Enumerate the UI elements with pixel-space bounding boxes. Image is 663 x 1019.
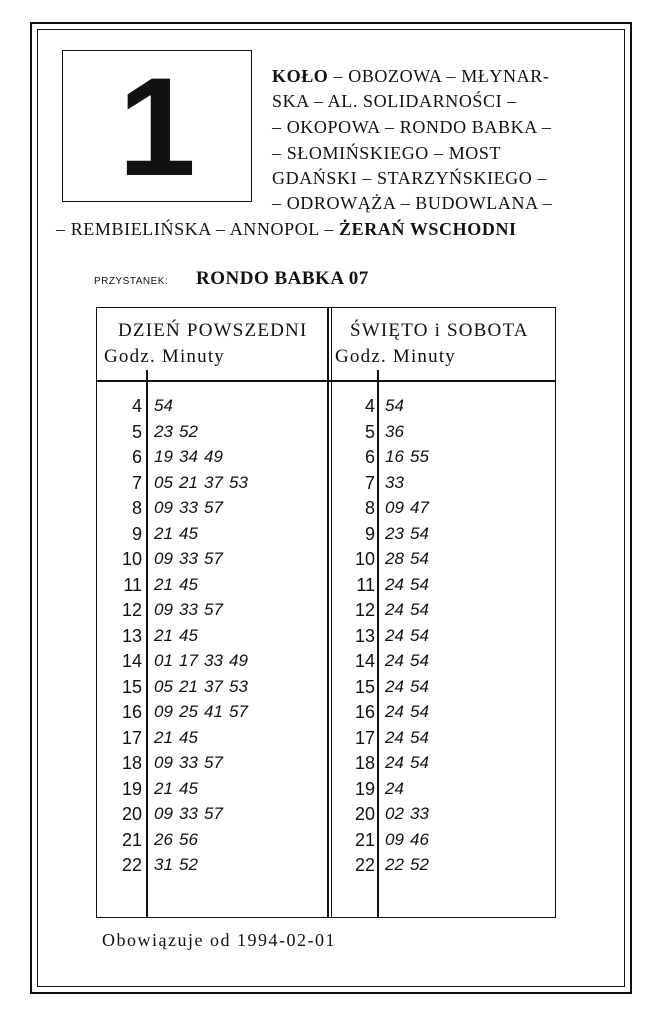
minute-value: 55 (410, 447, 429, 466)
minute-value: 57 (229, 702, 248, 721)
minute-value: 09 (385, 498, 404, 517)
route-line-3: – OKOPOWA – RONDO BABKA – (272, 117, 552, 137)
line-number: 1 (118, 48, 196, 205)
minute-value: 24 (385, 574, 404, 594)
holiday-subtitle: Godz. Minuty (335, 346, 457, 367)
minute-value: 53 (229, 676, 248, 696)
minutes-cell (154, 855, 204, 875)
hour-cell: 20 (121, 804, 142, 824)
line-number-box (62, 48, 252, 205)
minute-value: 17 (179, 651, 198, 670)
minute-value: 54 (410, 676, 429, 696)
minute-value: 57 (204, 498, 223, 517)
minute-value: 24 (385, 753, 404, 772)
schedule-row (327, 753, 555, 779)
schedule-row (327, 855, 555, 881)
route-line-7: – REMBIELIŃSKA – ANNOPOL – ŻERAŃ WSCHODNI (56, 219, 517, 239)
minute-value: 09 (154, 702, 173, 721)
minutes-cell (154, 549, 229, 569)
weekday-title: DZIEŃ POWSZEDNI (118, 320, 308, 341)
minute-value: 52 (179, 421, 198, 441)
minute-value: 57 (204, 600, 223, 619)
schedule-row (327, 473, 555, 499)
minute-value: 41 (204, 702, 223, 721)
minute-value: 54 (410, 574, 429, 594)
minutes-cell (385, 626, 435, 646)
schedule-row (327, 575, 555, 601)
schedule-row (96, 422, 326, 448)
minute-value: 24 (385, 625, 404, 645)
hour-cell: 9 (131, 523, 142, 544)
minute-value: 45 (179, 778, 198, 798)
hour-cell: 15 (121, 676, 142, 697)
schedule-row (327, 626, 555, 652)
schedule-row (327, 524, 555, 550)
hour-cell: 7 (364, 472, 375, 493)
hour-cell: 22 (354, 855, 375, 875)
hour-cell: 21 (354, 829, 375, 850)
minute-value: 49 (204, 447, 223, 466)
minutes-cell (385, 473, 410, 493)
valid-from: Obowiązuje od 1994-02-01 (102, 930, 336, 950)
minute-value: 33 (179, 498, 198, 517)
minute-value: 24 (385, 727, 404, 747)
minute-value: 46 (410, 829, 429, 849)
minute-value: 24 (385, 676, 404, 696)
minutes-cell (154, 677, 254, 697)
minutes-cell (385, 549, 435, 569)
hour-cell: 13 (354, 625, 375, 646)
minute-value: 23 (385, 523, 404, 543)
schedule-row (327, 779, 555, 805)
minute-value: 05 (154, 472, 173, 492)
minute-value: 54 (410, 523, 429, 543)
minute-value: 54 (385, 396, 404, 415)
minute-value: 45 (179, 625, 198, 645)
minute-value: 28 (385, 549, 404, 568)
minute-value: 33 (385, 472, 404, 492)
minute-value: 54 (410, 549, 429, 568)
hour-cell: 11 (356, 574, 375, 595)
hour-cell: 14 (121, 651, 142, 671)
hour-cell: 16 (354, 702, 375, 722)
minute-value: 24 (385, 600, 404, 619)
holiday-schedule (327, 396, 555, 881)
minute-value: 57 (204, 804, 223, 823)
hour-cell: 10 (121, 549, 142, 569)
hour-cell: 5 (131, 421, 142, 442)
minute-value: 09 (154, 600, 173, 619)
schedule-row (96, 753, 326, 779)
minute-value: 09 (154, 804, 173, 823)
schedule-row (96, 600, 326, 626)
minutes-cell (385, 677, 435, 697)
schedule-row (327, 830, 555, 856)
hour-cell: 21 (121, 829, 142, 850)
minutes-cell (385, 651, 435, 671)
minute-value: 21 (179, 676, 198, 696)
schedule-row (96, 779, 326, 805)
minute-value: 01 (154, 651, 173, 670)
minutes-cell (154, 396, 179, 416)
minute-value: 54 (410, 702, 429, 721)
minutes-cell (385, 753, 435, 773)
minute-value: 33 (179, 600, 198, 619)
minute-value: 33 (179, 753, 198, 772)
minute-value: 34 (179, 447, 198, 466)
minutes-cell (154, 473, 254, 493)
hour-cell: 19 (354, 778, 375, 799)
minute-value: 25 (179, 702, 198, 721)
minute-value: 45 (179, 727, 198, 747)
minutes-cell (154, 422, 204, 442)
hour-cell: 12 (354, 600, 375, 620)
hour-cell: 17 (121, 727, 142, 748)
minute-value: 09 (385, 829, 404, 849)
minute-value: 26 (154, 829, 173, 849)
hour-cell: 15 (354, 676, 375, 697)
schedule-row (96, 498, 326, 524)
schedule-row (327, 804, 555, 830)
hour-cell: 6 (131, 447, 142, 467)
minutes-cell (385, 422, 410, 442)
weekday-schedule (96, 396, 326, 881)
minute-value: 22 (385, 855, 404, 874)
minutes-cell (385, 830, 435, 850)
minute-value: 33 (204, 651, 223, 670)
route-start-stop: KOŁO (272, 66, 329, 86)
hour-cell: 19 (121, 778, 142, 799)
hour-cell: 14 (354, 651, 375, 671)
minutes-cell (385, 396, 410, 416)
schedule-row (327, 728, 555, 754)
minute-value: 21 (154, 523, 173, 543)
minute-value: 23 (154, 421, 173, 441)
stop-name: RONDO BABKA 07 (196, 268, 369, 289)
hour-cell: 22 (121, 855, 142, 875)
schedule-row (96, 677, 326, 703)
minute-value: 49 (229, 651, 248, 670)
minutes-cell (385, 600, 435, 620)
minute-value: 09 (154, 498, 173, 517)
minute-value: 16 (385, 447, 404, 466)
minutes-cell (154, 779, 204, 799)
minutes-cell (385, 804, 435, 824)
minute-value: 45 (179, 523, 198, 543)
hour-cell: 6 (364, 447, 375, 467)
minute-value: 24 (385, 778, 404, 798)
minute-value: 57 (204, 549, 223, 568)
minutes-cell (154, 728, 204, 748)
hour-cell: 8 (131, 498, 142, 518)
hour-cell: 18 (354, 753, 375, 773)
minute-value: 47 (410, 498, 429, 517)
hour-cell: 4 (364, 396, 375, 416)
minute-value: 21 (154, 727, 173, 747)
route-line-6: – ODROWĄŻA – BUDOWLANA – (272, 193, 553, 213)
minutes-cell (154, 498, 229, 518)
minute-value: 33 (410, 804, 429, 823)
minute-value: 54 (154, 396, 173, 415)
minutes-cell (385, 702, 435, 722)
hour-cell: 8 (364, 498, 375, 518)
schedule-row (96, 447, 326, 473)
minute-value: 09 (154, 753, 173, 772)
minutes-cell (154, 575, 204, 595)
schedule-row (327, 396, 555, 422)
minutes-cell (154, 447, 229, 467)
schedule-row (327, 422, 555, 448)
schedule-row (96, 728, 326, 754)
minute-value: 54 (410, 753, 429, 772)
schedule-row (327, 677, 555, 703)
schedule-row (327, 498, 555, 524)
schedule-row (96, 702, 326, 728)
hour-cell: 13 (121, 625, 142, 646)
minutes-cell (154, 600, 229, 620)
minute-value: 24 (385, 702, 404, 721)
schedule-row (96, 549, 326, 575)
hour-cell: 7 (131, 472, 142, 493)
minute-value: 09 (154, 549, 173, 568)
hour-cell: 16 (121, 702, 142, 722)
minute-value: 33 (179, 804, 198, 823)
minutes-cell (385, 855, 435, 875)
minute-value: 45 (179, 574, 198, 594)
minute-value: 54 (410, 625, 429, 645)
weekday-subtitle: Godz. Minuty (104, 346, 226, 367)
minutes-cell (154, 524, 204, 544)
minutes-cell (154, 753, 229, 773)
minute-value: 53 (229, 472, 248, 492)
minutes-cell (385, 575, 435, 595)
minutes-cell (385, 728, 435, 748)
hour-cell: 20 (354, 804, 375, 824)
holiday-title: ŚWIĘTO i SOBOTA (350, 320, 529, 341)
minute-value: 24 (385, 651, 404, 670)
minutes-cell (154, 830, 204, 850)
minute-value: 54 (410, 727, 429, 747)
minute-value: 54 (410, 651, 429, 670)
schedule-row (96, 651, 326, 677)
minutes-cell (385, 524, 435, 544)
route-line-2: SKA – AL. SOLIDARNOŚCI – (272, 91, 517, 111)
minutes-cell (154, 702, 254, 722)
schedule-row (327, 549, 555, 575)
schedule-row (96, 473, 326, 499)
route-end-stop: ŻERAŃ WSCHODNI (339, 219, 517, 239)
schedule-row (327, 447, 555, 473)
minute-value: 54 (410, 600, 429, 619)
hour-cell: 5 (364, 421, 375, 442)
hour-cell: 4 (131, 396, 142, 416)
schedule-row (96, 396, 326, 422)
schedule-row (327, 651, 555, 677)
minute-value: 31 (154, 855, 173, 874)
schedule-row (96, 626, 326, 652)
stop-label: PRZYSTANEK: (94, 276, 169, 287)
hour-cell: 9 (364, 523, 375, 544)
schedule-row (96, 830, 326, 856)
minutes-cell (154, 651, 254, 671)
schedule-row (96, 575, 326, 601)
minute-value: 37 (204, 676, 223, 696)
header-separator (96, 380, 556, 382)
minute-value: 33 (179, 549, 198, 568)
minute-value: 57 (204, 753, 223, 772)
minute-value: 56 (179, 829, 198, 849)
hour-cell: 17 (354, 727, 375, 748)
minute-value: 19 (154, 447, 173, 466)
minutes-cell (385, 447, 435, 467)
route-line-1: KOŁO – OBOZOWA – MŁYNAR- (272, 66, 550, 86)
schedule-row (96, 524, 326, 550)
hour-cell: 18 (121, 753, 142, 773)
minute-value: 52 (179, 855, 198, 874)
hour-cell: 11 (123, 574, 142, 595)
route-line-5: GDAŃSKI – STARZYŃSKIEGO – (272, 168, 548, 188)
minute-value: 21 (154, 778, 173, 798)
hour-cell: 10 (354, 549, 375, 569)
minutes-cell (385, 498, 435, 518)
minutes-cell (154, 626, 204, 646)
minutes-cell (154, 804, 229, 824)
schedule-row (327, 702, 555, 728)
minute-value: 21 (154, 625, 173, 645)
schedule-row (327, 600, 555, 626)
minute-value: 21 (154, 574, 173, 594)
minute-value: 36 (385, 421, 404, 441)
schedule-row (96, 855, 326, 881)
minute-value: 52 (410, 855, 429, 874)
route-line-4: – SŁOMIŃSKIEGO – MOST (272, 143, 502, 163)
schedule-row (96, 804, 326, 830)
minutes-cell (385, 779, 410, 799)
minute-value: 02 (385, 804, 404, 823)
minute-value: 37 (204, 472, 223, 492)
minute-value: 21 (179, 472, 198, 492)
hour-cell: 12 (121, 600, 142, 620)
minute-value: 05 (154, 676, 173, 696)
